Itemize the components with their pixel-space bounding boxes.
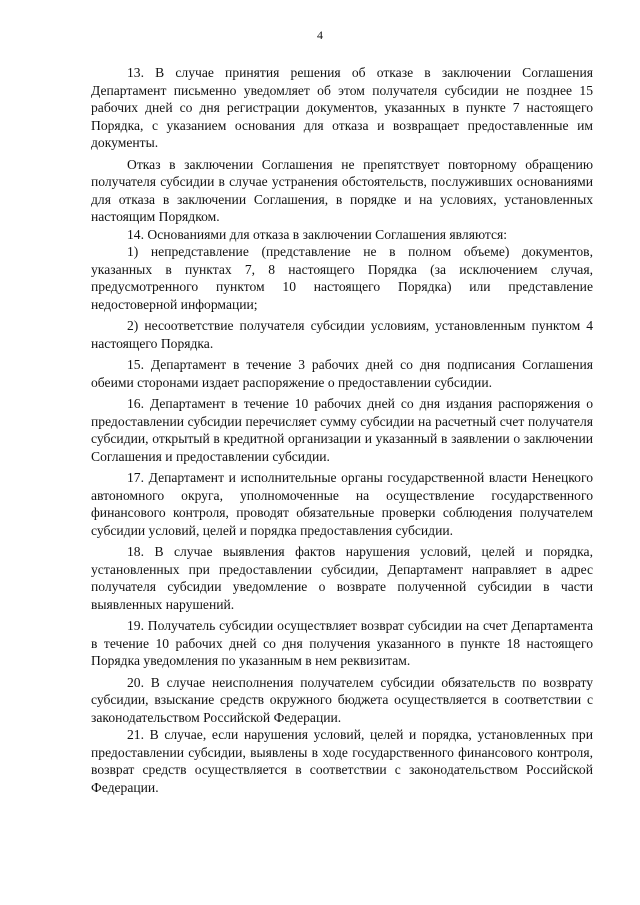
paragraph-13-continuation: Отказ в заключении Соглашения не препятствует повторному обращению получателя субсидии в случае устранения обстоятельств, послуживших основаниями для отказа в заключении Соглашения, в порядке и на условиях, установленных настоящим Порядком. <box>91 156 593 224</box>
paragraph-17: 17. Департамент и исполнительные органы государственной власти Ненецкого автономного округа, уполномоченные на осуществление государственного финансового контроля, проводят обязательные проверки соблюдения получателем субсидии условий, целей и порядка предоставления субсидии. <box>91 470 593 538</box>
paragraph-14-item-1: 1) непредставление (представление не в полном объеме) документов, указанных в пунктах 7, 8 настоящего Порядка (за исключением случая, предусмотренного пунктом 10 настоящего Порядка) или представление недостоверной информации; <box>91 244 593 312</box>
paragraph-16: 16. Департамент в течение 10 рабочих дней со дня издания распоряжения о предоставлении субсидии перечисляет сумму субсидии на расчетный счет получателя субсидии, открытый в кредитной организации и указанный в заявлении о заключении Соглашения и предоставлении субсидии. <box>91 396 593 464</box>
paragraph-14-item-2: 2) несоответствие получателя субсидии условиям, установленным пунктом 4 настоящего Порядка. <box>91 318 593 351</box>
document-body <box>91 64 593 796</box>
page-number: 4 <box>317 28 323 42</box>
paragraph-14: 14. Основаниями для отказа в заключении Соглашения являются: <box>127 226 508 242</box>
paragraph-20: 20. В случае неисполнения получателем субсидии обязательств по возврату субсидии, взыскание средств окружного бюджета осуществляется в соответствии с законодательством Российской Федерации. <box>91 674 593 725</box>
paragraph-18: 18. В случае выявления фактов нарушения условий, целей и порядка, установленных при предоставлении субсидии, Департамент направляет в адрес получателя субсидии уведомление о возврате полученной субсидии в части выявленных нарушений. <box>91 544 593 612</box>
paragraph-13: 13. В случае принятия решения об отказе в заключении Соглашения Департамент письменно уведомляет об этом получателя субсидии не позднее 15 рабочих дней со дня регистрации документов, указанных в пункте 7 настоящего Порядка, с указанием основания для отказа и возвращает предоставленные им документы. <box>91 65 593 150</box>
paragraph-19: 19. Получатель субсидии осуществляет возврат субсидии на счет Департамента в течение 10 рабочих дней со дня получения указанного в пункте 18 настоящего Порядка уведомления по указанным в нем реквизитам. <box>91 618 593 668</box>
paragraph-15: 15. Департамент в течение 3 рабочих дней со дня подписания Соглашения обеими сторонами издает распоряжение о предоставлении субсидии. <box>91 357 593 390</box>
paragraph-21: 21. В случае, если нарушения условий, целей и порядка, установленных при предоставлении субсидии, выявлены в ходе государственного финансового контроля, возврат средств осуществляется в соответствии с законодательством Российской Федерации. <box>91 727 593 795</box>
